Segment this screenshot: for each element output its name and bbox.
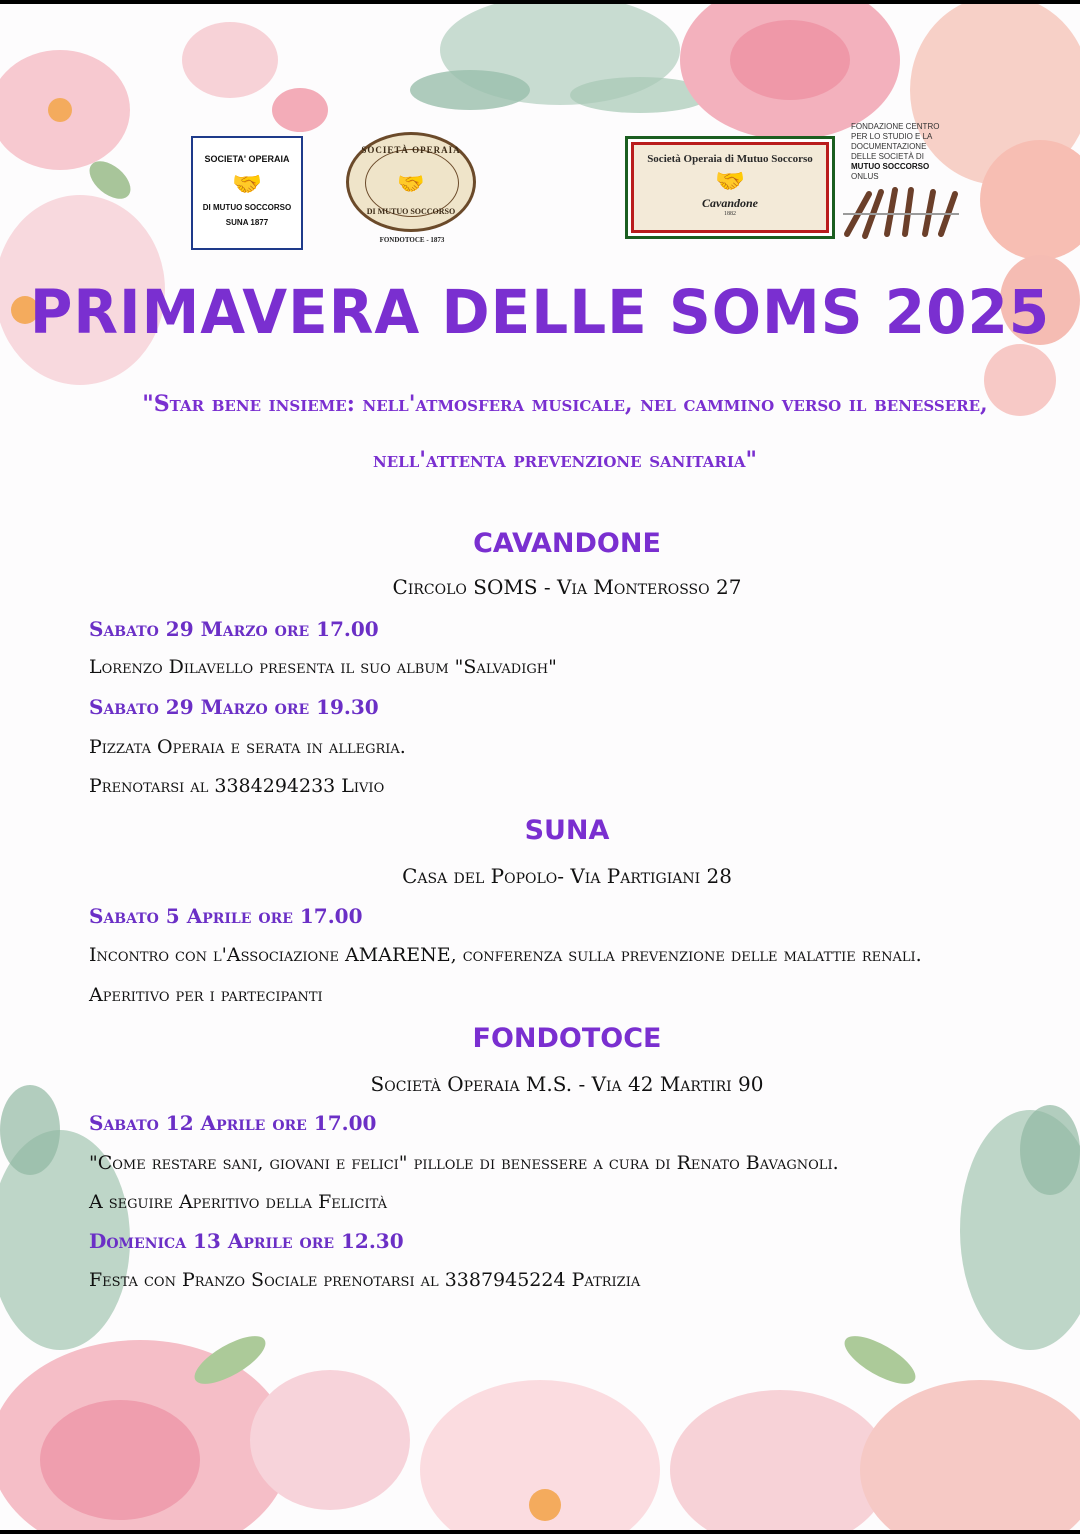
handshake-icon: 🤝 [715,169,745,195]
event-description: Pizzata Operaia e serata in allegria. [89,736,406,758]
seal-emblem: SOCIETÀ OPERAIA 🤝 DI MUTUO SOCCORSO [346,132,476,232]
event-description: Lorenzo Dilavello presenta il suo album "Salvadigh" [89,656,557,678]
logo-soms-cavandone: Società Operaia di Mutuo Soccorso 🤝 Cavandone 1882 [625,136,835,239]
event-description: Festa con Pranzo Sociale prenotarsi al 3387945224 Patrizia [89,1269,641,1291]
event-description: Aperitivo per i partecipanti [89,984,323,1006]
logo-soms-fondotoce: SOCIETÀ OPERAIA 🤝 DI MUTUO SOCCORSO FONDOTOCE - 1873 [344,132,480,248]
event-description: "Come restare sani, giovani e felici" pillole di benessere a cura di Renato Bavagnoli. [89,1152,839,1174]
logo-fondazione-centro [835,120,965,242]
venue-cavandone: Circolo SOMS - Via Monterosso 27 [392,575,742,599]
event-description: Prenotarsi al 3384294233 Livio [89,775,385,797]
bottom-border [0,1530,1080,1534]
handshake-icon: 🤝 [397,171,425,196]
rails-emblem [841,184,961,240]
section-title-cavandone: CAVANDONE [473,528,661,559]
page-subtitle: "Star bene insieme: nell'atmosfera musicale, nel cammino verso il benessere, nell'attenta prevenzione sanitaria" [142,391,988,473]
event-date: Sabato 12 Aprile ore 17.00 [89,1111,377,1135]
handshake-icon: 🤝 [232,171,262,198]
venue-suna: Casa del Popolo- Via Partigiani 28 [402,864,732,888]
section-title-fondotoce: FONDOTOCE [472,1023,662,1054]
venue-fondotoce: Società Operaia M.S. - Via 42 Martiri 90 [370,1072,764,1096]
fondazione-text: FONDAZIONE CENTRO PER LO STUDIO E LA DOCUMENTAZIONE DELLE SOCIETÀ DI MUTUO SOCCORSO ONLUS [851,122,940,181]
logo-soms-suna: SOCIETA' OPERAIA 🤝 DI MUTUO SOCCORSO SUNA 1877 [191,136,303,250]
top-border [0,0,1080,4]
page-title: PRIMAVERA DELLE SOMS 2025 [29,276,1051,348]
event-date: Sabato 5 Aprile ore 17.00 [89,904,363,928]
event-description: A seguire Aperitivo della Felicità [89,1191,387,1213]
event-date: Sabato 29 Marzo ore 17.00 [89,617,379,641]
event-description: Incontro con l'Associazione AMARENE, conferenza sulla prevenzione delle malattie renali. [89,944,922,966]
event-date: Domenica 13 Aprile ore 12.30 [89,1229,404,1253]
section-title-suna: SUNA [524,815,610,846]
event-date: Sabato 29 Marzo ore 19.30 [89,695,379,719]
